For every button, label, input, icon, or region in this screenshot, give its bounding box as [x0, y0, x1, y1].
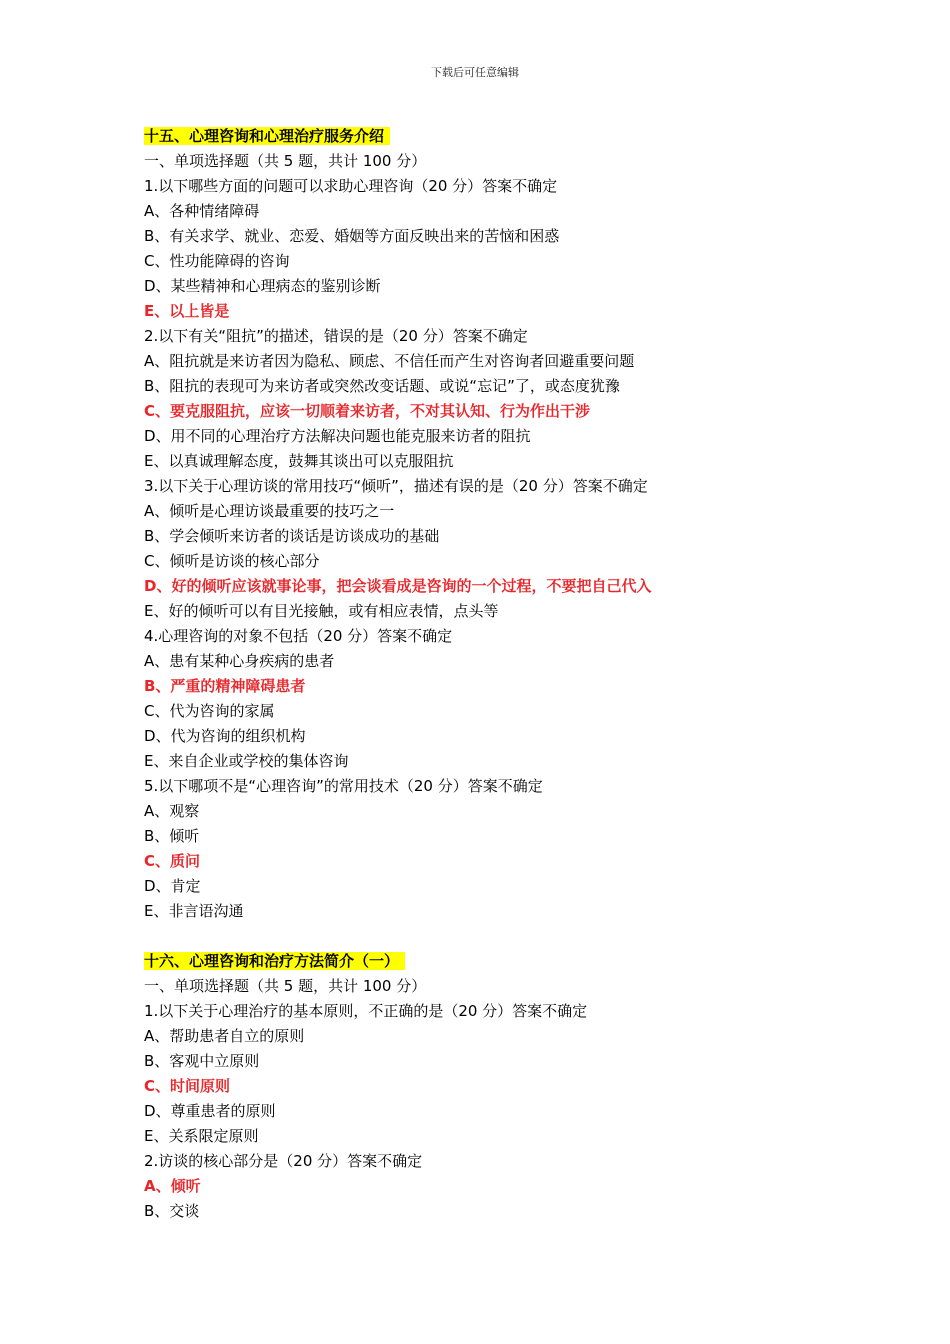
section-title [144, 124, 844, 149]
option-b: B、交谈 [144, 1202, 200, 1220]
correct-answer: C、质问 [144, 852, 201, 870]
option-a: A、帮助患者自立的原则 [144, 1027, 305, 1045]
section-title-text: 十六、心理咨询和治疗方法简介（一） [144, 952, 405, 970]
question-text: 2.以下有关“阻抗”的描述，错误的是（20 分）答案不确定 [144, 327, 528, 345]
section-spacer [144, 924, 844, 949]
option-d: D、肯定 [144, 877, 201, 895]
correct-answer: D、好的倾听应该就事论事，把会谈看成是咨询的一个过程，不要把自己代入 [144, 577, 652, 595]
option-d: D、代为咨询的组织机构 [144, 727, 306, 745]
option-e: E、来自企业或学校的集体咨询 [144, 752, 349, 770]
correct-answer: E、以上皆是 [144, 302, 230, 320]
option-c: C、倾听是访谈的核心部分 [144, 552, 320, 570]
question-text: 5.以下哪项不是“心理咨询”的常用技术（20 分）答案不确定 [144, 777, 543, 795]
document-body [144, 124, 844, 1224]
question-text: 1.以下哪些方面的问题可以求助心理咨询（20 分）答案不确定 [144, 177, 558, 195]
correct-answer: A、倾听 [144, 1177, 201, 1195]
question-text: 1.以下关于心理治疗的基本原则，不正确的是（20 分）答案不确定 [144, 1002, 588, 1020]
question-text: 2.访谈的核心部分是（20 分）答案不确定 [144, 1152, 423, 1170]
option-e: E、好的倾听可以有目光接触，或有相应表情，点头等 [144, 602, 499, 620]
option-a: A、阻抗就是来访者因为隐私、顾虑、不信任而产生对咨询者回避重要问题 [144, 352, 635, 370]
page-header: 下载后可任意编辑 [431, 66, 519, 79]
option-b: B、客观中立原则 [144, 1052, 260, 1070]
section-title [144, 949, 844, 974]
option-c: C、性功能障碍的咨询 [144, 252, 290, 270]
option-b: B、阻抗的表现可为来访者或突然改变话题、或说“忘记”了，或态度犹豫 [144, 377, 620, 395]
option-d: D、用不同的心理治疗方法解决问题也能克服来访者的阻抗 [144, 427, 531, 445]
option-b: B、倾听 [144, 827, 200, 845]
question-text: 4.心理咨询的对象不包括（20 分）答案不确定 [144, 627, 453, 645]
correct-answer: C、时间原则 [144, 1077, 231, 1095]
correct-answer: B、严重的精神障碍患者 [144, 677, 306, 695]
option-e: E、非言语沟通 [144, 902, 244, 920]
option-a: A、观察 [144, 802, 200, 820]
option-a: A、各种情绪障碍 [144, 202, 260, 220]
option-d: D、某些精神和心理病态的鉴别诊断 [144, 277, 381, 295]
section-subtitle: 一、单项选择题（共 5 题，共计 100 分） [144, 152, 427, 170]
option-c: C、代为咨询的家属 [144, 702, 275, 720]
correct-answer: C、要克服阻抗，应该一切顺着来访者，不对其认知、行为作出干涉 [144, 402, 591, 420]
section-title-text: 十五、心理咨询和心理治疗服务介绍 [144, 127, 390, 145]
option-a: A、患有某种心身疾病的患者 [144, 652, 335, 670]
option-b: B、有关求学、就业、恋爱、婚姻等方面反映出来的苦恼和困惑 [144, 227, 560, 245]
question-text: 3.以下关于心理访谈的常用技巧“倾听”，描述有误的是（20 分）答案不确定 [144, 477, 648, 495]
option-e: E、以真诚理解态度，鼓舞其谈出可以克服阻抗 [144, 452, 454, 470]
section-subtitle: 一、单项选择题（共 5 题，共计 100 分） [144, 977, 427, 995]
option-d: D、尊重患者的原则 [144, 1102, 276, 1120]
option-a: A、倾听是心理访谈最重要的技巧之一 [144, 502, 395, 520]
option-e: E、关系限定原则 [144, 1127, 259, 1145]
option-b: B、学会倾听来访者的谈话是访谈成功的基础 [144, 527, 440, 545]
